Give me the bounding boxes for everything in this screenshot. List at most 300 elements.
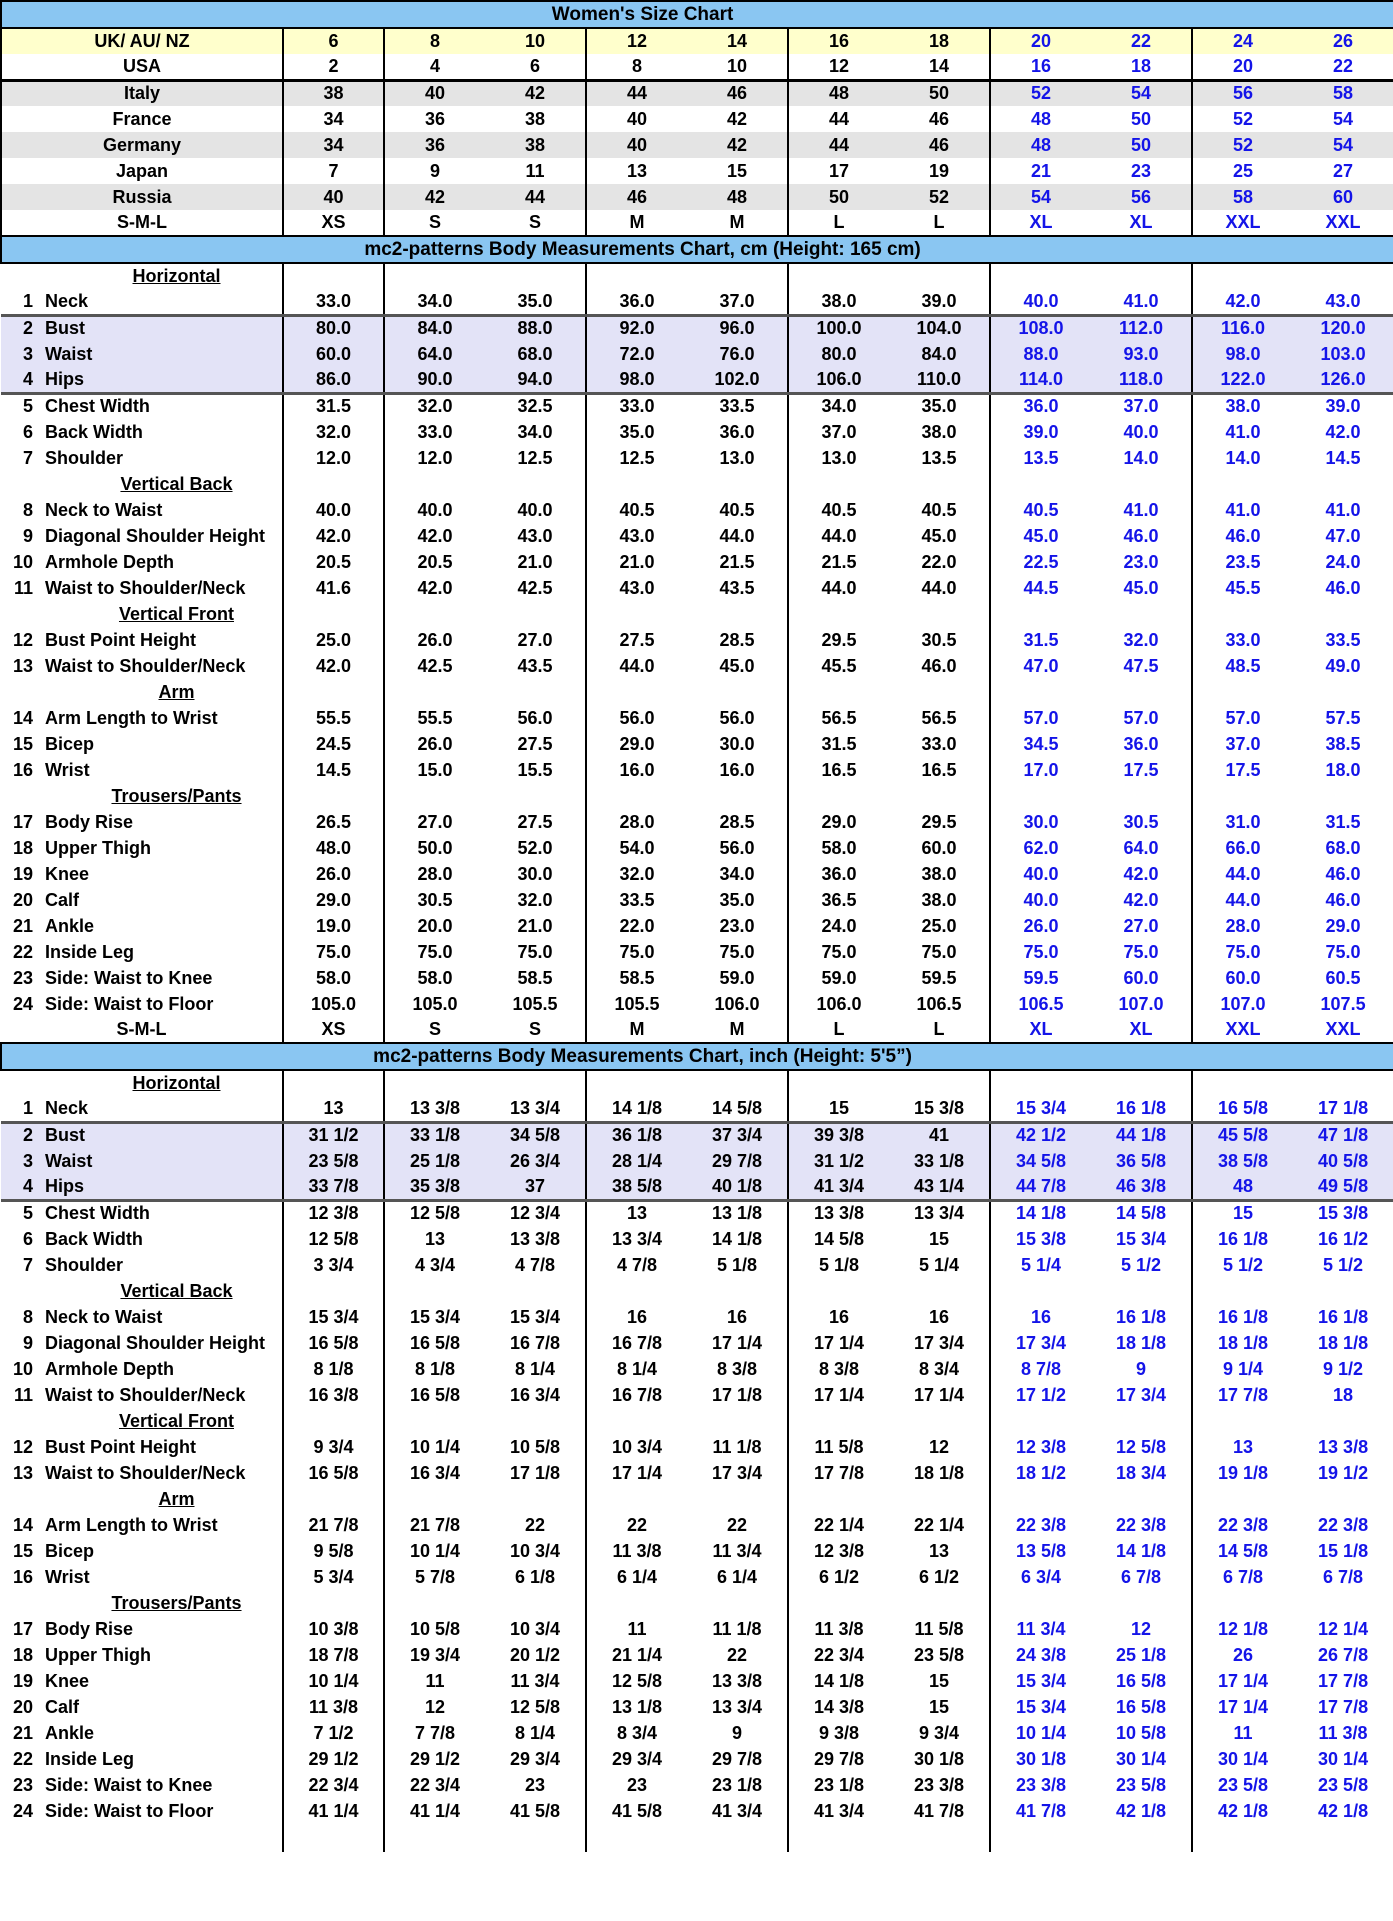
value-cell: 16 5/8 <box>1091 1668 1192 1694</box>
measurement-name: Knee <box>45 1670 90 1691</box>
value-cell: 34 <box>283 132 384 158</box>
value-cell: 32.0 <box>283 419 384 445</box>
section-title: Vertical Front <box>118 1410 235 1431</box>
value-cell: 30.0 <box>485 861 586 887</box>
measurement-name: Ankle <box>45 1722 95 1743</box>
value-cell <box>1293 1824 1393 1852</box>
value-cell <box>384 1486 485 1512</box>
value-cell: 103.0 <box>1293 341 1393 367</box>
table-row <box>1 289 1393 315</box>
value-cell: 15 3/4 <box>409 1306 461 1327</box>
value-cell: 92.0 <box>586 315 687 341</box>
value-cell: 29 7/8 <box>813 1748 865 1769</box>
value-cell: 10 5/8 <box>409 1618 461 1639</box>
value-cell: 106.0 <box>788 367 889 393</box>
value-cell: 12 5/8 <box>611 1670 663 1691</box>
value-cell: 30 1/4 <box>1293 1746 1393 1772</box>
table-row <box>1 1330 1393 1356</box>
value-cell: 14 5/8 <box>813 1228 865 1249</box>
value-cell <box>283 1590 384 1616</box>
table-row <box>1 106 1393 132</box>
row-label <box>1 1564 283 1590</box>
value-cell: 23 5/8 <box>889 1642 990 1668</box>
row-label <box>1 1330 283 1356</box>
value-cell <box>586 601 687 627</box>
value-cell: 38 <box>283 80 384 106</box>
value-cell: 41 5/8 <box>485 1798 586 1824</box>
row-number: 20 <box>12 889 33 910</box>
value-cell <box>384 679 485 705</box>
value-cell: 75.0 <box>1293 939 1393 965</box>
value-cell <box>788 1278 889 1304</box>
value-cell <box>889 1590 990 1616</box>
value-cell: 17 1/4 <box>1217 1696 1269 1717</box>
value-cell <box>1293 1408 1393 1434</box>
value-cell: 41 1/4 <box>409 1800 461 1821</box>
table-row <box>1 1226 1393 1252</box>
value-cell <box>485 263 586 289</box>
value-cell: 41.6 <box>283 575 384 601</box>
value-cell: 38 <box>485 132 586 158</box>
value-cell: 42 <box>485 80 586 106</box>
value-cell: 16 <box>788 28 889 54</box>
value-cell: 46.0 <box>1293 861 1393 887</box>
table-row <box>1 1017 1393 1043</box>
value-cell: 41 7/8 <box>889 1798 990 1824</box>
table-row <box>1 367 1393 393</box>
value-cell: 25.0 <box>889 913 990 939</box>
table-row <box>1 236 1393 263</box>
row-number: 15 <box>12 733 33 754</box>
value-cell: 13.0 <box>687 445 788 471</box>
value-cell: 9 1/4 <box>1222 1358 1264 1379</box>
value-cell: 13 <box>889 1538 990 1564</box>
value-cell: 13 3/8 <box>1293 1434 1393 1460</box>
value-cell: 26 <box>1293 28 1393 54</box>
value-cell: 88.0 <box>485 315 586 341</box>
row-label <box>1 419 283 445</box>
table-row <box>1 705 1393 731</box>
value-cell: 6 7/8 <box>1222 1566 1264 1587</box>
value-cell: 18 <box>1293 1382 1393 1408</box>
row-label <box>1 991 283 1017</box>
value-cell: 16 3/8 <box>283 1382 384 1408</box>
row-label <box>1 965 283 991</box>
value-cell <box>283 783 384 809</box>
measurement-name: Waist <box>45 1150 93 1171</box>
value-cell: 6 1/4 <box>616 1566 658 1587</box>
value-cell: 44.0 <box>687 523 788 549</box>
table-row <box>1 54 1393 80</box>
value-cell: 31.5 <box>1023 629 1059 650</box>
value-cell: 25 <box>1192 158 1293 184</box>
value-cell: 5 1/4 <box>1020 1254 1062 1275</box>
value-cell: 59.5 <box>889 965 990 991</box>
row-number: 11 <box>13 577 33 598</box>
value-cell: 105.5 <box>614 993 660 1014</box>
value-cell <box>1192 471 1293 497</box>
value-cell <box>283 1824 384 1852</box>
value-cell: 75.0 <box>1091 939 1192 965</box>
value-cell: 29.5 <box>889 809 990 835</box>
value-cell <box>687 1070 788 1096</box>
value-cell: 11 <box>425 1670 445 1691</box>
value-cell: 42 <box>687 132 788 158</box>
value-cell: 17 1/8 <box>1293 1096 1393 1122</box>
value-cell: 26.0 <box>417 733 453 754</box>
value-cell: 50 <box>788 184 889 210</box>
measurement-name: Hips <box>45 368 85 389</box>
row-number: 6 <box>22 1228 33 1249</box>
value-cell: 31.5 <box>283 393 384 419</box>
value-cell: 105.5 <box>485 991 586 1017</box>
value-cell: 46 <box>687 80 788 106</box>
value-cell: 23 <box>1091 158 1192 184</box>
value-cell: 5 3/4 <box>283 1564 384 1590</box>
value-cell: 15.5 <box>485 757 586 783</box>
value-cell: 11 <box>485 158 586 184</box>
value-cell: 24.0 <box>1293 549 1393 575</box>
measurement-name: Neck to Waist <box>45 1306 163 1327</box>
value-cell: 18 1/8 <box>1293 1330 1393 1356</box>
value-cell: 54 <box>990 184 1091 210</box>
value-cell: 28 1/4 <box>586 1148 687 1174</box>
value-cell: 48 <box>788 80 889 106</box>
value-cell: 56 <box>1091 184 1192 210</box>
value-cell: 104.0 <box>889 315 990 341</box>
value-cell: 23 5/8 <box>1091 1772 1192 1798</box>
value-cell <box>788 601 889 627</box>
value-cell: 16.5 <box>821 759 857 780</box>
value-cell <box>1192 1486 1293 1512</box>
value-cell <box>687 1408 788 1434</box>
table-row <box>1 1122 1393 1148</box>
measurement-name: Chest Width <box>45 396 150 417</box>
row-number: 3 <box>22 343 33 364</box>
value-cell: 17 7/8 <box>1217 1384 1269 1405</box>
value-cell: 46.0 <box>1293 887 1393 913</box>
value-cell: 16 <box>889 1304 990 1330</box>
value-cell: 106.5 <box>889 991 990 1017</box>
value-cell <box>788 263 889 289</box>
value-cell: 9 1/2 <box>1293 1356 1393 1382</box>
row-label <box>1 1642 283 1668</box>
value-cell: 17.0 <box>1023 759 1059 780</box>
value-cell: 33.5 <box>687 393 788 419</box>
value-cell: 44.0 <box>619 655 655 676</box>
value-cell: 40.5 <box>1023 499 1059 520</box>
measurement-name: Body Rise <box>45 1618 134 1639</box>
value-cell: 7 7/8 <box>414 1722 456 1743</box>
table-row <box>1 809 1393 835</box>
value-cell: 17 1/4 <box>813 1384 865 1405</box>
value-cell: 38.0 <box>1225 396 1261 417</box>
value-cell: 42 1/8 <box>1091 1798 1192 1824</box>
row-label <box>1 1356 283 1382</box>
value-cell: 38.0 <box>889 861 990 887</box>
measurement-name: Ankle <box>45 915 95 936</box>
value-cell: 14.0 <box>1091 445 1192 471</box>
value-cell: 33 7/8 <box>283 1174 384 1200</box>
value-cell: 15 3/8 <box>1293 1200 1393 1226</box>
value-cell: 43.5 <box>687 575 788 601</box>
row-label <box>1 1798 283 1824</box>
value-cell <box>485 679 586 705</box>
value-cell: 34 5/8 <box>990 1148 1091 1174</box>
value-cell: 19.0 <box>283 913 384 939</box>
value-cell: 16 5/8 <box>1091 1694 1192 1720</box>
table-row <box>1 1174 1393 1200</box>
value-cell: 40.5 <box>619 499 655 520</box>
table-row <box>1 445 1393 471</box>
section-label <box>1 471 283 497</box>
value-cell: 106.5 <box>1018 993 1064 1014</box>
value-cell: 11 1/8 <box>687 1434 788 1460</box>
value-cell: 8 1/8 <box>414 1358 456 1379</box>
value-cell <box>1293 1590 1393 1616</box>
value-cell: 62.0 <box>1023 837 1059 858</box>
value-cell: 32.5 <box>485 393 586 419</box>
row-label <box>1 1616 283 1642</box>
row-label <box>1 627 283 653</box>
value-cell: 12 <box>788 54 889 80</box>
value-cell: XXL <box>1293 1017 1393 1043</box>
value-cell: 16 <box>1030 1306 1052 1327</box>
value-cell: 32.0 <box>619 863 655 884</box>
table-row <box>1 341 1393 367</box>
value-cell: 31.5 <box>1293 809 1393 835</box>
table-row <box>1 601 1393 627</box>
value-cell: 8 3/4 <box>889 1356 990 1382</box>
value-cell: 44.5 <box>1023 577 1059 598</box>
row-label <box>1 523 283 549</box>
value-cell <box>485 1408 586 1434</box>
value-cell <box>1192 679 1293 705</box>
table-row <box>1 1356 1393 1382</box>
value-cell <box>788 1070 889 1096</box>
measurement-name: Diagonal Shoulder Height <box>45 1332 266 1353</box>
value-cell: 22.5 <box>1023 551 1059 572</box>
value-cell: 22 3/4 <box>409 1774 461 1795</box>
value-cell <box>283 1070 384 1096</box>
value-cell: 41.0 <box>1293 497 1393 523</box>
value-cell: 55.5 <box>283 705 384 731</box>
value-cell: 10 3/4 <box>485 1538 586 1564</box>
value-cell <box>384 783 485 809</box>
section-title: Arm <box>158 681 195 702</box>
section-label <box>1 679 283 705</box>
value-cell: 13 <box>283 1096 384 1122</box>
value-cell: 25.0 <box>283 627 384 653</box>
value-cell: 17 7/8 <box>1293 1694 1393 1720</box>
value-cell: 23 5/8 <box>1217 1774 1269 1795</box>
value-cell: 56 <box>1192 80 1293 106</box>
measurement-name: Hips <box>45 1175 85 1196</box>
value-cell: XS <box>283 1017 384 1043</box>
value-cell <box>586 471 687 497</box>
value-cell <box>1091 263 1192 289</box>
value-cell: 46.0 <box>1293 575 1393 601</box>
value-cell: 18 3/4 <box>1091 1460 1192 1486</box>
value-cell: 44 1/8 <box>1091 1122 1192 1148</box>
table-row <box>1 497 1393 523</box>
value-cell: 42.5 <box>417 655 453 676</box>
section-label <box>1 1278 283 1304</box>
table-row <box>1 315 1393 341</box>
table-row <box>1 1043 1393 1070</box>
value-cell: 10 5/8 <box>1091 1720 1192 1746</box>
measurement-name: Bicep <box>45 733 95 754</box>
value-cell: 15 3/8 <box>889 1096 990 1122</box>
value-cell <box>1192 601 1293 627</box>
value-cell <box>384 1408 485 1434</box>
row-number: 6 <box>22 421 33 442</box>
value-cell: 45.0 <box>687 653 788 679</box>
value-cell: 120.0 <box>1293 315 1393 341</box>
value-cell: 52.0 <box>485 835 586 861</box>
value-cell <box>283 679 384 705</box>
row-label: USA <box>1 54 283 80</box>
value-cell: 33.5 <box>619 889 655 910</box>
value-cell: 19 1/8 <box>1217 1462 1269 1483</box>
value-cell: 6 <box>283 28 384 54</box>
value-cell: 21.0 <box>485 913 586 939</box>
value-cell <box>283 1486 384 1512</box>
value-cell: 36 <box>384 132 485 158</box>
row-label <box>1 913 283 939</box>
value-cell <box>485 601 586 627</box>
value-cell: 54 <box>1293 132 1393 158</box>
value-cell: 45 5/8 <box>1192 1122 1293 1148</box>
value-cell: 41.0 <box>1225 421 1261 442</box>
value-cell: 15 3/4 <box>1015 1097 1067 1118</box>
value-cell <box>283 1278 384 1304</box>
value-cell: 14 1/8 <box>687 1226 788 1252</box>
value-cell: 29.0 <box>821 811 857 832</box>
row-number: 11 <box>13 1384 33 1405</box>
table-row <box>1 1824 1393 1852</box>
table-row <box>1 1746 1393 1772</box>
cm-section-header: mc2-patterns Body Measurements Chart, cm (Height: 165 cm) <box>1 236 1393 263</box>
value-cell: 46 3/8 <box>1091 1174 1192 1200</box>
row-label <box>1 653 283 679</box>
value-cell: 34.5 <box>1023 733 1059 754</box>
value-cell: L <box>788 210 889 236</box>
value-cell: 47.0 <box>1023 655 1059 676</box>
measurement-name: Shoulder <box>45 447 124 468</box>
value-cell <box>1293 471 1393 497</box>
value-cell: 21.5 <box>821 551 857 572</box>
value-cell: 13 3/8 <box>409 1097 461 1118</box>
value-cell <box>687 263 788 289</box>
value-cell: 36.0 <box>821 863 857 884</box>
value-cell: 54.0 <box>619 837 655 858</box>
value-cell: M <box>586 210 687 236</box>
table-row <box>1 1460 1393 1486</box>
measurement-name: Armhole Depth <box>45 551 175 572</box>
table-row <box>1 1434 1393 1460</box>
value-cell: 46 <box>586 184 687 210</box>
value-cell: 5 1/2 <box>1293 1252 1393 1278</box>
value-cell: 39.0 <box>1293 393 1393 419</box>
value-cell: 105.0 <box>412 993 458 1014</box>
value-cell: 34.0 <box>417 290 453 311</box>
value-cell <box>485 1278 586 1304</box>
value-cell <box>384 471 485 497</box>
value-cell: 17 <box>788 158 889 184</box>
value-cell: 17 1/8 <box>687 1382 788 1408</box>
value-cell: 42 <box>384 184 485 210</box>
value-cell: 12 <box>424 1696 446 1717</box>
value-cell: 42 1/8 <box>1217 1800 1269 1821</box>
measurement-name: Waist to Shoulder/Neck <box>45 655 246 676</box>
value-cell: 28.0 <box>619 811 655 832</box>
value-cell: 6 <box>485 54 586 80</box>
sml-row-label: S-M-L <box>1 1017 283 1043</box>
value-cell: XS <box>283 210 384 236</box>
value-cell: 17 1/4 <box>813 1332 865 1353</box>
value-cell <box>384 1070 485 1096</box>
value-cell <box>384 601 485 627</box>
row-number: 14 <box>12 707 33 728</box>
measurement-name: Waist to Shoulder/Neck <box>45 1384 246 1405</box>
row-label <box>1 1174 283 1200</box>
row-number: 24 <box>12 1800 33 1821</box>
row-label: Japan <box>1 158 283 184</box>
row-label <box>1 549 283 575</box>
value-cell: 86.0 <box>283 367 384 393</box>
section-title: Trousers/Pants <box>111 785 242 806</box>
table-row <box>1 1512 1393 1538</box>
table-row <box>1 835 1393 861</box>
row-number: 18 <box>12 837 33 858</box>
value-cell: 27.0 <box>417 811 453 832</box>
value-cell: 16.5 <box>889 757 990 783</box>
value-cell: 22 <box>485 1512 586 1538</box>
table-row <box>1 1096 1393 1122</box>
value-cell: 8 1/4 <box>485 1720 586 1746</box>
value-cell <box>283 471 384 497</box>
value-cell: 16 <box>990 54 1091 80</box>
value-cell <box>1091 1486 1192 1512</box>
value-cell: 11 1/8 <box>687 1616 788 1642</box>
value-cell: 60.0 <box>283 341 384 367</box>
value-cell: 14 1/8 <box>1091 1538 1192 1564</box>
row-number: 21 <box>12 1722 33 1743</box>
value-cell <box>1192 1590 1293 1616</box>
value-cell: 45.5 <box>821 655 857 676</box>
value-cell: 12 1/4 <box>1293 1616 1393 1642</box>
value-cell: 57.5 <box>1293 705 1393 731</box>
value-cell: 16 5/8 <box>409 1332 461 1353</box>
value-cell: 8 1/4 <box>485 1356 586 1382</box>
row-number: 14 <box>12 1514 33 1535</box>
row-number: 5 <box>22 1203 33 1224</box>
value-cell: S <box>384 210 485 236</box>
value-cell: 20.0 <box>417 915 453 936</box>
value-cell <box>1091 1070 1192 1096</box>
value-cell: 15 3/4 <box>1091 1226 1192 1252</box>
row-label: Russia <box>1 184 283 210</box>
table-row <box>1 1 1393 28</box>
value-cell <box>283 263 384 289</box>
value-cell <box>990 1278 1091 1304</box>
value-cell <box>788 783 889 809</box>
value-cell: 54 <box>1091 80 1192 106</box>
value-cell: 36 5/8 <box>1091 1148 1192 1174</box>
value-cell <box>788 471 889 497</box>
value-cell <box>485 1486 586 1512</box>
